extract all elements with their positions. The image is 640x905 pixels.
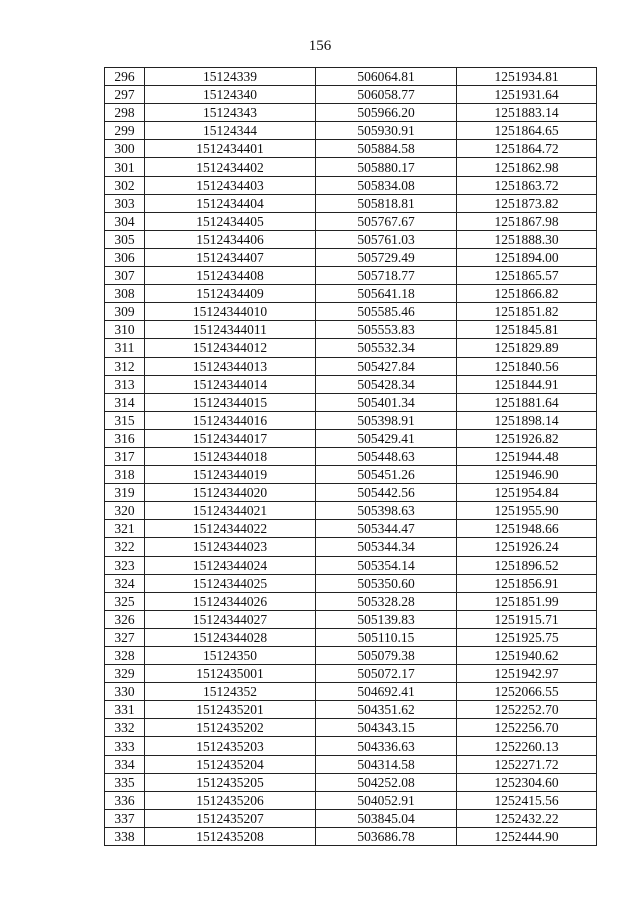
page-number: 156 xyxy=(308,38,332,54)
point-id-cell: 1512435203 xyxy=(145,737,316,755)
row-index-cell: 304 xyxy=(105,212,145,230)
row-index-cell: 328 xyxy=(105,647,145,665)
y-coordinate-cell: 1251948.66 xyxy=(457,520,597,538)
y-coordinate-cell: 1252260.13 xyxy=(457,737,597,755)
table-row xyxy=(105,827,597,845)
row-index-cell: 316 xyxy=(105,429,145,447)
y-coordinate-cell: 1251898.14 xyxy=(457,411,597,429)
x-coordinate-cell: 505110.15 xyxy=(316,628,457,646)
x-coordinate-cell: 505429.41 xyxy=(316,429,457,447)
x-coordinate-cell: 505966.20 xyxy=(316,104,457,122)
point-id-cell: 1512434409 xyxy=(145,285,316,303)
row-index-cell: 326 xyxy=(105,610,145,628)
row-index-cell: 331 xyxy=(105,701,145,719)
point-id-cell: 15124344011 xyxy=(145,321,316,339)
y-coordinate-cell: 1251856.91 xyxy=(457,574,597,592)
point-id-cell: 15124350 xyxy=(145,647,316,665)
table-row xyxy=(105,719,597,737)
x-coordinate-cell: 505448.63 xyxy=(316,447,457,465)
y-coordinate-cell: 1251851.99 xyxy=(457,592,597,610)
x-coordinate-cell: 505761.03 xyxy=(316,230,457,248)
row-index-cell: 309 xyxy=(105,303,145,321)
x-coordinate-cell: 505818.81 xyxy=(316,194,457,212)
y-coordinate-cell: 1251863.72 xyxy=(457,176,597,194)
x-coordinate-cell: 505344.47 xyxy=(316,520,457,538)
x-coordinate-cell: 505139.83 xyxy=(316,610,457,628)
table-row xyxy=(105,556,597,574)
y-coordinate-cell: 1251888.30 xyxy=(457,230,597,248)
x-coordinate-cell: 505072.17 xyxy=(316,665,457,683)
x-coordinate-cell: 505585.46 xyxy=(316,303,457,321)
row-index-cell: 298 xyxy=(105,104,145,122)
point-id-cell: 1512434407 xyxy=(145,248,316,266)
point-id-cell: 1512435206 xyxy=(145,791,316,809)
row-index-cell: 311 xyxy=(105,339,145,357)
point-id-cell: 15124344019 xyxy=(145,466,316,484)
table-row xyxy=(105,737,597,755)
row-index-cell: 320 xyxy=(105,502,145,520)
table-row xyxy=(105,357,597,375)
x-coordinate-cell: 506064.81 xyxy=(316,68,457,86)
row-index-cell: 313 xyxy=(105,375,145,393)
point-id-cell: 15124344018 xyxy=(145,447,316,465)
point-id-cell: 15124344015 xyxy=(145,393,316,411)
point-id-cell: 1512434402 xyxy=(145,158,316,176)
table-row xyxy=(105,158,597,176)
row-index-cell: 305 xyxy=(105,230,145,248)
table-row xyxy=(105,791,597,809)
row-index-cell: 336 xyxy=(105,791,145,809)
table-body xyxy=(105,68,597,846)
x-coordinate-cell: 503845.04 xyxy=(316,809,457,827)
row-index-cell: 330 xyxy=(105,683,145,701)
row-index-cell: 299 xyxy=(105,122,145,140)
point-id-cell: 15124344021 xyxy=(145,502,316,520)
table-row xyxy=(105,230,597,248)
row-index-cell: 302 xyxy=(105,176,145,194)
y-coordinate-cell: 1251944.48 xyxy=(457,447,597,465)
point-id-cell: 1512434401 xyxy=(145,140,316,158)
y-coordinate-cell: 1251864.65 xyxy=(457,122,597,140)
table-row xyxy=(105,267,597,285)
row-index-cell: 335 xyxy=(105,773,145,791)
x-coordinate-cell: 505729.49 xyxy=(316,248,457,266)
y-coordinate-cell: 1251844.91 xyxy=(457,375,597,393)
x-coordinate-cell: 505451.26 xyxy=(316,466,457,484)
point-id-cell: 15124344017 xyxy=(145,429,316,447)
row-index-cell: 329 xyxy=(105,665,145,683)
row-index-cell: 323 xyxy=(105,556,145,574)
y-coordinate-cell: 1251845.81 xyxy=(457,321,597,339)
y-coordinate-cell: 1251931.64 xyxy=(457,86,597,104)
table-row xyxy=(105,411,597,429)
table-row xyxy=(105,194,597,212)
x-coordinate-cell: 505401.34 xyxy=(316,393,457,411)
x-coordinate-cell: 504336.63 xyxy=(316,737,457,755)
point-id-cell: 15124344014 xyxy=(145,375,316,393)
table-row xyxy=(105,303,597,321)
y-coordinate-cell: 1251867.98 xyxy=(457,212,597,230)
point-id-cell: 15124343 xyxy=(145,104,316,122)
y-coordinate-cell: 1251915.71 xyxy=(457,610,597,628)
row-index-cell: 300 xyxy=(105,140,145,158)
point-id-cell: 1512435207 xyxy=(145,809,316,827)
y-coordinate-cell: 1251925.75 xyxy=(457,628,597,646)
x-coordinate-cell: 504692.41 xyxy=(316,683,457,701)
x-coordinate-cell: 504252.08 xyxy=(316,773,457,791)
y-coordinate-cell: 1251865.57 xyxy=(457,267,597,285)
y-coordinate-cell: 1251894.00 xyxy=(457,248,597,266)
y-coordinate-cell: 1252252.70 xyxy=(457,701,597,719)
x-coordinate-cell: 506058.77 xyxy=(316,86,457,104)
row-index-cell: 306 xyxy=(105,248,145,266)
y-coordinate-cell: 1252415.56 xyxy=(457,791,597,809)
table-row xyxy=(105,104,597,122)
x-coordinate-cell: 505427.84 xyxy=(316,357,457,375)
table-row xyxy=(105,647,597,665)
row-index-cell: 321 xyxy=(105,520,145,538)
table-row xyxy=(105,484,597,502)
point-id-cell: 15124339 xyxy=(145,68,316,86)
y-coordinate-cell: 1251946.90 xyxy=(457,466,597,484)
point-id-cell: 1512435201 xyxy=(145,701,316,719)
y-coordinate-cell: 1252432.22 xyxy=(457,809,597,827)
point-id-cell: 15124344013 xyxy=(145,357,316,375)
point-id-cell: 15124344026 xyxy=(145,592,316,610)
y-coordinate-cell: 1251840.56 xyxy=(457,357,597,375)
row-index-cell: 296 xyxy=(105,68,145,86)
table-row xyxy=(105,285,597,303)
x-coordinate-cell: 505344.34 xyxy=(316,538,457,556)
row-index-cell: 322 xyxy=(105,538,145,556)
y-coordinate-cell: 1251873.82 xyxy=(457,194,597,212)
table-row xyxy=(105,68,597,86)
point-id-cell: 15124352 xyxy=(145,683,316,701)
x-coordinate-cell: 505834.08 xyxy=(316,176,457,194)
point-id-cell: 15124344020 xyxy=(145,484,316,502)
x-coordinate-cell: 505880.17 xyxy=(316,158,457,176)
row-index-cell: 312 xyxy=(105,357,145,375)
row-index-cell: 332 xyxy=(105,719,145,737)
x-coordinate-cell: 505354.14 xyxy=(316,556,457,574)
point-id-cell: 1512435202 xyxy=(145,719,316,737)
table-row xyxy=(105,502,597,520)
x-coordinate-cell: 505442.56 xyxy=(316,484,457,502)
x-coordinate-cell: 503686.78 xyxy=(316,827,457,845)
x-coordinate-cell: 505884.58 xyxy=(316,140,457,158)
table-row xyxy=(105,375,597,393)
point-id-cell: 1512434406 xyxy=(145,230,316,248)
x-coordinate-cell: 504052.91 xyxy=(316,791,457,809)
table-row xyxy=(105,809,597,827)
x-coordinate-cell: 505718.77 xyxy=(316,267,457,285)
point-id-cell: 1512435001 xyxy=(145,665,316,683)
table-row xyxy=(105,212,597,230)
row-index-cell: 297 xyxy=(105,86,145,104)
table-row xyxy=(105,321,597,339)
y-coordinate-cell: 1251940.62 xyxy=(457,647,597,665)
x-coordinate-cell: 505350.60 xyxy=(316,574,457,592)
table-row xyxy=(105,86,597,104)
y-coordinate-cell: 1251851.82 xyxy=(457,303,597,321)
x-coordinate-cell: 505398.63 xyxy=(316,502,457,520)
table-row xyxy=(105,574,597,592)
point-id-cell: 15124344025 xyxy=(145,574,316,592)
table-row xyxy=(105,592,597,610)
table-row xyxy=(105,538,597,556)
y-coordinate-cell: 1251883.14 xyxy=(457,104,597,122)
point-id-cell: 15124344023 xyxy=(145,538,316,556)
row-index-cell: 334 xyxy=(105,755,145,773)
coordinates-table xyxy=(104,67,597,846)
y-coordinate-cell: 1251926.24 xyxy=(457,538,597,556)
row-index-cell: 317 xyxy=(105,447,145,465)
table-row xyxy=(105,447,597,465)
x-coordinate-cell: 505398.91 xyxy=(316,411,457,429)
x-coordinate-cell: 505553.83 xyxy=(316,321,457,339)
y-coordinate-cell: 1251862.98 xyxy=(457,158,597,176)
point-id-cell: 1512435204 xyxy=(145,755,316,773)
table-row xyxy=(105,393,597,411)
y-coordinate-cell: 1251896.52 xyxy=(457,556,597,574)
x-coordinate-cell: 505532.34 xyxy=(316,339,457,357)
x-coordinate-cell: 504314.58 xyxy=(316,755,457,773)
y-coordinate-cell: 1251864.72 xyxy=(457,140,597,158)
row-index-cell: 327 xyxy=(105,628,145,646)
point-id-cell: 1512434403 xyxy=(145,176,316,194)
point-id-cell: 15124344027 xyxy=(145,610,316,628)
y-coordinate-cell: 1252066.55 xyxy=(457,683,597,701)
row-index-cell: 318 xyxy=(105,466,145,484)
x-coordinate-cell: 504351.62 xyxy=(316,701,457,719)
y-coordinate-cell: 1251954.84 xyxy=(457,484,597,502)
point-id-cell: 1512434404 xyxy=(145,194,316,212)
point-id-cell: 15124344012 xyxy=(145,339,316,357)
row-index-cell: 324 xyxy=(105,574,145,592)
y-coordinate-cell: 1251926.82 xyxy=(457,429,597,447)
point-id-cell: 1512435208 xyxy=(145,827,316,845)
y-coordinate-cell: 1252304.60 xyxy=(457,773,597,791)
x-coordinate-cell: 505079.38 xyxy=(316,647,457,665)
point-id-cell: 1512434408 xyxy=(145,267,316,285)
row-index-cell: 310 xyxy=(105,321,145,339)
y-coordinate-cell: 1252256.70 xyxy=(457,719,597,737)
x-coordinate-cell: 505328.28 xyxy=(316,592,457,610)
table-row xyxy=(105,701,597,719)
point-id-cell: 15124344022 xyxy=(145,520,316,538)
point-id-cell: 15124344010 xyxy=(145,303,316,321)
row-index-cell: 319 xyxy=(105,484,145,502)
table-row xyxy=(105,122,597,140)
point-id-cell: 15124344024 xyxy=(145,556,316,574)
row-index-cell: 315 xyxy=(105,411,145,429)
point-id-cell: 15124340 xyxy=(145,86,316,104)
table-row xyxy=(105,610,597,628)
x-coordinate-cell: 505930.91 xyxy=(316,122,457,140)
row-index-cell: 314 xyxy=(105,393,145,411)
row-index-cell: 325 xyxy=(105,592,145,610)
table-row xyxy=(105,755,597,773)
y-coordinate-cell: 1251942.97 xyxy=(457,665,597,683)
table-row xyxy=(105,140,597,158)
x-coordinate-cell: 505428.34 xyxy=(316,375,457,393)
x-coordinate-cell: 504343.15 xyxy=(316,719,457,737)
point-id-cell: 15124344016 xyxy=(145,411,316,429)
table-row xyxy=(105,339,597,357)
row-index-cell: 307 xyxy=(105,267,145,285)
y-coordinate-cell: 1252444.90 xyxy=(457,827,597,845)
table-row xyxy=(105,466,597,484)
y-coordinate-cell: 1252271.72 xyxy=(457,755,597,773)
x-coordinate-cell: 505767.67 xyxy=(316,212,457,230)
y-coordinate-cell: 1251881.64 xyxy=(457,393,597,411)
table-row xyxy=(105,248,597,266)
y-coordinate-cell: 1251866.82 xyxy=(457,285,597,303)
x-coordinate-cell: 505641.18 xyxy=(316,285,457,303)
row-index-cell: 308 xyxy=(105,285,145,303)
row-index-cell: 303 xyxy=(105,194,145,212)
point-id-cell: 15124344 xyxy=(145,122,316,140)
row-index-cell: 338 xyxy=(105,827,145,845)
table-row xyxy=(105,429,597,447)
row-index-cell: 301 xyxy=(105,158,145,176)
table-row xyxy=(105,665,597,683)
point-id-cell: 15124344028 xyxy=(145,628,316,646)
row-index-cell: 333 xyxy=(105,737,145,755)
point-id-cell: 1512435205 xyxy=(145,773,316,791)
row-index-cell: 337 xyxy=(105,809,145,827)
table-row xyxy=(105,628,597,646)
table-row xyxy=(105,773,597,791)
point-id-cell: 1512434405 xyxy=(145,212,316,230)
table-row xyxy=(105,520,597,538)
table-row xyxy=(105,176,597,194)
y-coordinate-cell: 1251955.90 xyxy=(457,502,597,520)
y-coordinate-cell: 1251829.89 xyxy=(457,339,597,357)
table-row xyxy=(105,683,597,701)
y-coordinate-cell: 1251934.81 xyxy=(457,68,597,86)
